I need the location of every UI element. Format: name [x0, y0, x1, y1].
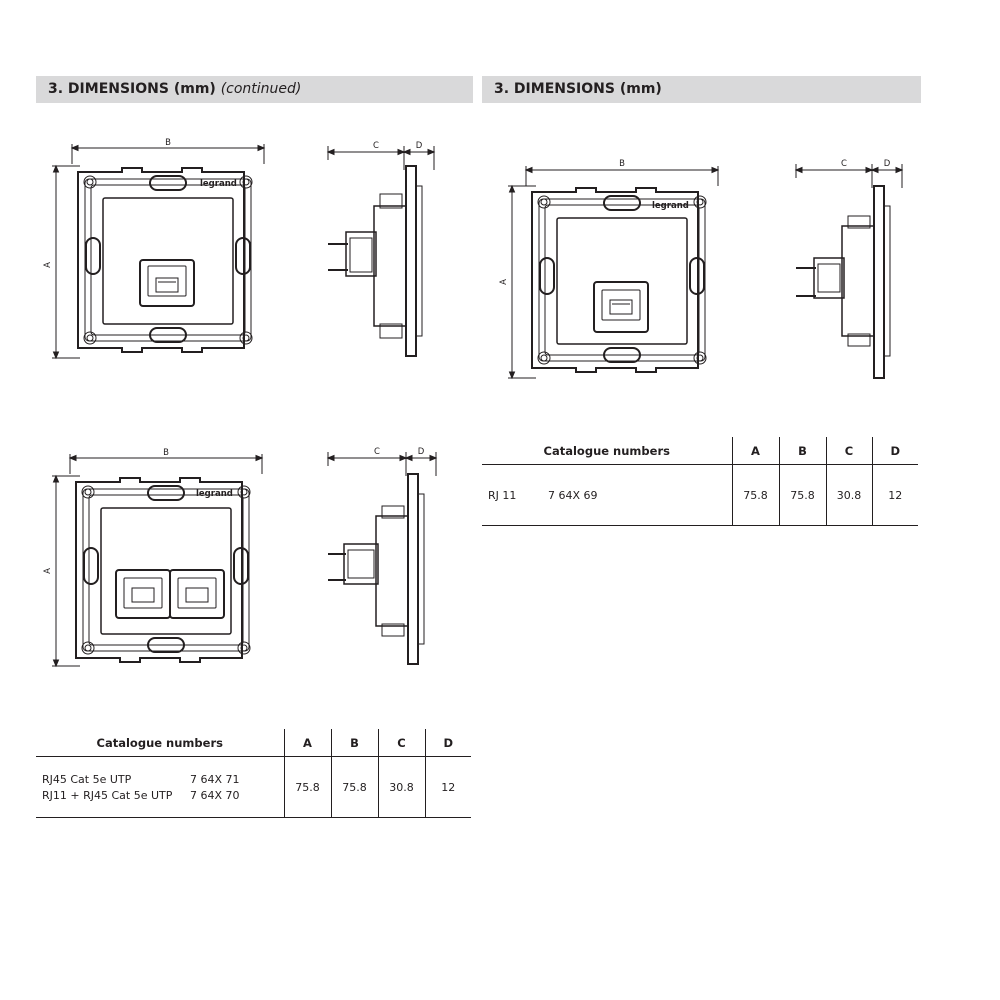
dimension-label-a: A [499, 279, 509, 285]
catalogue-ref: 7 64X 71 [190, 772, 240, 786]
dimension-label-c: C [841, 159, 847, 169]
dimension-label-c: C [374, 447, 380, 457]
section-header-left [36, 76, 473, 103]
value-c: 30.8 [378, 757, 425, 818]
side-view-rj45-single [320, 136, 440, 366]
header-b: B [331, 729, 378, 757]
dimension-label-a: A [43, 568, 53, 574]
header-d: D [425, 729, 471, 757]
table-row [36, 757, 471, 818]
section-title-right: 3. DIMENSIONS (mm) [494, 81, 662, 97]
brand-logo: legrand [196, 489, 233, 499]
brand-logo: legrand [652, 201, 689, 211]
value-a: 75.8 [732, 465, 779, 526]
catalogue-table-right [482, 437, 918, 526]
side-view-rj11-single [786, 154, 906, 384]
product-name: RJ 11 [488, 488, 517, 502]
dimension-label-a: A [43, 262, 53, 268]
front-view-rj11-rj45-double [40, 444, 280, 674]
header-d: D [872, 437, 918, 465]
table-row [482, 465, 918, 526]
dimension-label-b: B [163, 448, 169, 458]
value-a: 75.8 [284, 757, 331, 818]
header-c: C [826, 437, 872, 465]
catalogue-ref: 7 64X 69 [548, 488, 598, 502]
value-c: 30.8 [826, 465, 872, 526]
header-catalogue-numbers: Catalogue numbers [36, 729, 284, 757]
dimension-label-d: D [417, 447, 425, 457]
front-view-rj11-single [496, 154, 736, 384]
dimension-label-d: D [883, 159, 891, 169]
catalogue-ref: 7 64X 70 [190, 788, 240, 802]
product-name: RJ45 Cat 5e UTP [42, 772, 132, 786]
value-b: 75.8 [779, 465, 826, 526]
dimension-label-d: D [415, 141, 423, 151]
header-catalogue-numbers: Catalogue numbers [482, 437, 732, 465]
value-d: 12 [872, 465, 918, 526]
section-title-left: 3. DIMENSIONS (mm) [48, 81, 216, 97]
brand-logo: legrand [200, 179, 237, 189]
dimension-label-c: C [373, 141, 379, 151]
list-item [42, 773, 283, 786]
front-view-rj45-single [40, 136, 280, 366]
list-item [42, 789, 283, 802]
side-view-rj11-rj45-double [320, 444, 440, 674]
header-b: B [779, 437, 826, 465]
product-name: RJ11 + RJ45 Cat 5e UTP [42, 788, 173, 802]
header-a: A [732, 437, 779, 465]
section-subtitle-left: (continued) [220, 81, 302, 97]
dimension-label-b: B [165, 138, 171, 148]
value-b: 75.8 [331, 757, 378, 818]
header-a: A [284, 729, 331, 757]
section-header-right [482, 76, 921, 103]
dimension-label-b: B [619, 159, 625, 169]
value-d: 12 [425, 757, 471, 818]
header-c: C [378, 729, 425, 757]
catalogue-table-left [36, 729, 471, 818]
